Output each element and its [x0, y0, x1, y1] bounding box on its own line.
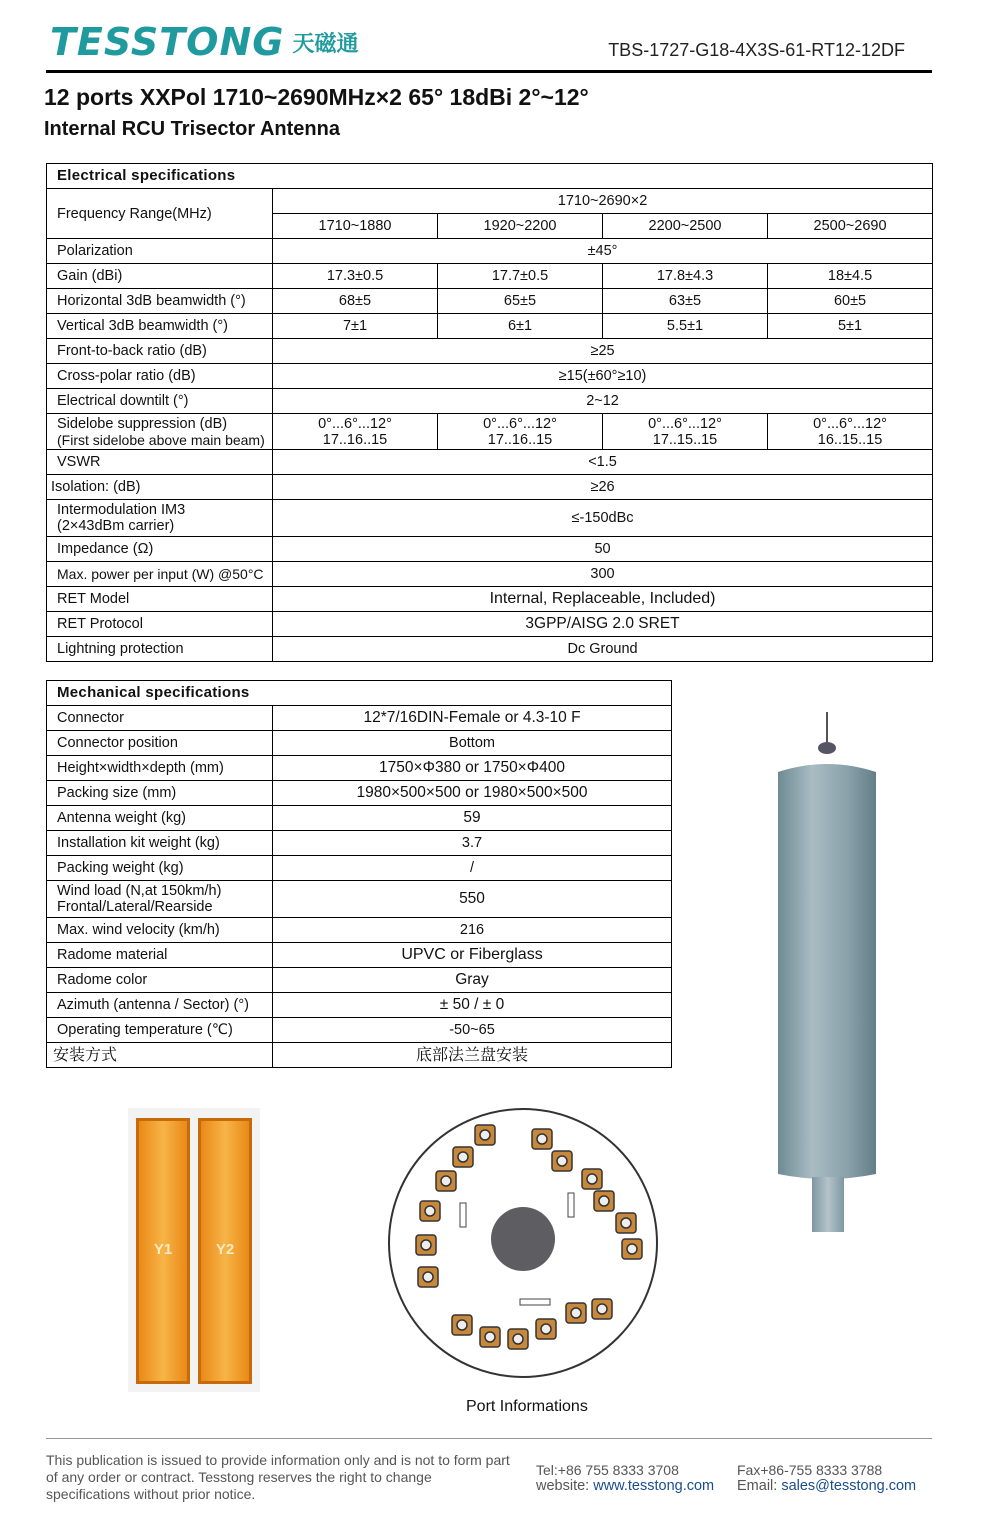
table-row	[47, 500, 933, 537]
product-subtitle: Internal RCU Trisector Antenna	[44, 118, 340, 140]
row-label: Operating temperature (℃)	[47, 1018, 273, 1043]
row-label: Radome material	[47, 943, 273, 968]
table-row	[47, 289, 933, 314]
cell-value: 60±5	[768, 289, 933, 314]
tilt-range: 0°...6°...12°	[483, 415, 557, 432]
sidelobe-values: 17..15..15	[652, 431, 718, 448]
cell-value: ≥25	[273, 339, 933, 364]
cell-value: ≥15(±60°≥10)	[273, 364, 933, 389]
table-row	[47, 1018, 672, 1043]
footer-disclaimer: This publication is issued to provide information only and is not to form part of any order or contract. Tesstong reserves the right to change specifications without prior notice.	[46, 1452, 510, 1502]
antenna-element-panel-image	[128, 1108, 260, 1392]
band-header: 1920~2200	[438, 214, 603, 239]
cell-value: Internal, Replaceable, Included)	[273, 587, 933, 612]
row-label-line: Frontal/Lateral/Rearside	[57, 899, 213, 915]
band-header: 1710~1880	[273, 214, 438, 239]
cell-value: 3.7	[273, 831, 672, 856]
row-label: RET Protocol	[47, 612, 273, 637]
cell-value: 1980×500×500 or 1980×500×500	[273, 781, 672, 806]
table-row	[47, 587, 933, 612]
cell-value: 12*7/16DIN-Female or 4.3-10 F	[273, 706, 672, 731]
row-label: Gain (dBi)	[47, 264, 273, 289]
cell-value: 216	[273, 918, 672, 943]
cell-value: Bottom	[273, 731, 672, 756]
band-header: 2500~2690	[768, 214, 933, 239]
row-label: Azimuth (antenna / Sector) (°)	[47, 993, 273, 1018]
cell-value: 59	[273, 806, 672, 831]
header-divider	[46, 70, 932, 73]
cell-value: 68±5	[273, 289, 438, 314]
table-row	[47, 993, 672, 1018]
cell-value: 63±5	[603, 289, 768, 314]
row-label: Packing size (mm)	[47, 781, 273, 806]
table-row	[47, 189, 933, 214]
row-label: Packing weight (kg)	[47, 856, 273, 881]
cell-value	[768, 414, 933, 450]
cell-value: Dc Ground	[273, 637, 933, 662]
table-row	[47, 562, 933, 587]
cell-value: 5±1	[768, 314, 933, 339]
logo-text: TESSTONG	[50, 20, 285, 64]
cell-value: <1.5	[273, 450, 933, 475]
row-label: Vertical 3dB beamwidth (°)	[47, 314, 273, 339]
table-row	[47, 612, 933, 637]
row-label-line: Wind load (N,at 150km/h)	[57, 883, 222, 899]
cell-value: 1710~2690×2	[273, 189, 933, 214]
cell-value	[603, 414, 768, 450]
cell-value: 18±4.5	[768, 264, 933, 289]
row-label: Frequency Range(MHz)	[47, 189, 273, 239]
table-row	[47, 450, 933, 475]
row-label: Cross-polar ratio (dB)	[47, 364, 273, 389]
row-label: VSWR	[47, 450, 273, 475]
row-label: Height×width×depth (mm)	[47, 756, 273, 781]
sidelobe-values: 17..16..15	[322, 431, 388, 448]
row-label: Isolation: (dB)	[47, 475, 273, 500]
model-number: TBS-1727-G18-4X3S-61-RT12-12DF	[608, 40, 905, 60]
footer-email	[737, 1478, 916, 1494]
footer-telephone: Tel:+86 755 8333 3708	[536, 1462, 679, 1478]
row-label: Max. power per input (W) @50°C	[47, 562, 273, 587]
tilt-range: 0°...6°...12°	[813, 415, 887, 432]
cell-value: 底部法兰盘安装	[273, 1043, 672, 1068]
band-header: 2200~2500	[603, 214, 768, 239]
brand-logo	[50, 22, 359, 62]
table-row	[47, 637, 933, 662]
footer-website	[536, 1478, 714, 1494]
table-row	[47, 314, 933, 339]
table-row	[47, 414, 933, 450]
row-label: Max. wind velocity (km/h)	[47, 918, 273, 943]
sidelobe-values: 17..16..15	[487, 431, 553, 448]
table-row	[47, 968, 672, 993]
row-label-line: (First sidelobe above main beam)	[57, 431, 265, 448]
row-label: Impedance (Ω)	[47, 537, 273, 562]
table-row	[47, 943, 672, 968]
cell-value: ≥26	[273, 475, 933, 500]
row-label: Installation kit weight (kg)	[47, 831, 273, 856]
tilt-range: 0°...6°...12°	[318, 415, 392, 432]
antenna-radome-image	[770, 712, 900, 1232]
cell-value: 6±1	[438, 314, 603, 339]
electrical-specs-table	[46, 163, 933, 662]
table-row	[47, 756, 672, 781]
row-label	[47, 414, 273, 450]
section-title: Electrical specifications	[47, 164, 933, 189]
footer-fax: Fax+86-755 8333 3788	[737, 1462, 883, 1478]
row-label: Connector	[47, 706, 273, 731]
y2-label: Y2	[215, 1241, 235, 1258]
table-row	[47, 1043, 672, 1068]
cell-value: ≤-150dBc	[273, 500, 933, 537]
row-label: Horizontal 3dB beamwidth (°)	[47, 289, 273, 314]
cell-value: 2~12	[273, 389, 933, 414]
row-label	[47, 500, 273, 537]
cell-value: UPVC or Fiberglass	[273, 943, 672, 968]
row-label: Front-to-back ratio (dB)	[47, 339, 273, 364]
cell-value: 1750×Φ380 or 1750×Φ400	[273, 756, 672, 781]
table-row	[47, 537, 933, 562]
cell-value: 5.5±1	[603, 314, 768, 339]
row-label-line: Intermodulation IM3	[57, 502, 186, 518]
table-row	[47, 831, 672, 856]
email-link[interactable]: sales@tesstong.com	[781, 1478, 917, 1494]
cell-value: 17.8±4.3	[603, 264, 768, 289]
table-row	[47, 731, 672, 756]
row-label: Antenna weight (kg)	[47, 806, 273, 831]
website-link[interactable]: www.tesstong.com	[593, 1478, 715, 1494]
table-row	[47, 806, 672, 831]
table-row	[47, 918, 672, 943]
row-label: Connector position	[47, 731, 273, 756]
cell-value: ±45°	[273, 239, 933, 264]
sidelobe-values: 16..15..15	[817, 431, 883, 448]
cell-value: 65±5	[438, 289, 603, 314]
port-info-caption: Port Informations	[466, 1398, 588, 1415]
product-title: 12 ports XXPol 1710~2690MHz×2 65° 18dBi 2°~12°	[44, 84, 589, 110]
table-row	[47, 364, 933, 389]
cell-value: 17.3±0.5	[273, 264, 438, 289]
row-label: RET Model	[47, 587, 273, 612]
row-label: Radome color	[47, 968, 273, 993]
port-layout-diagram	[380, 1105, 666, 1381]
logo-chinese-text: 天磁通	[292, 32, 359, 57]
table-row	[47, 239, 933, 264]
row-label: Electrical downtilt (°)	[47, 389, 273, 414]
cell-value: Gray	[273, 968, 672, 993]
table-row	[47, 856, 672, 881]
cell-value	[273, 414, 438, 450]
cell-value	[438, 414, 603, 450]
table-row	[47, 681, 672, 706]
email-label: Email:	[737, 1478, 778, 1494]
table-row	[47, 781, 672, 806]
cell-value: /	[273, 856, 672, 881]
row-label	[47, 881, 273, 918]
table-row	[47, 475, 933, 500]
table-row	[47, 339, 933, 364]
mechanical-specs-table	[46, 680, 672, 1068]
y1-label: Y1	[153, 1241, 173, 1258]
cell-value: 7±1	[273, 314, 438, 339]
website-label: website:	[536, 1478, 590, 1494]
row-label-line: (2×43dBm carrier)	[57, 518, 175, 534]
tilt-range: 0°...6°...12°	[648, 415, 722, 432]
table-row	[47, 164, 933, 189]
row-label-line: Sidelobe suppression (dB)	[57, 415, 228, 432]
row-label: Polarization	[47, 239, 273, 264]
cell-value: 3GPP/AISG 2.0 SRET	[273, 612, 933, 637]
cell-value: 300	[273, 562, 933, 587]
footer-divider	[46, 1438, 932, 1439]
cell-value: 17.7±0.5	[438, 264, 603, 289]
cell-value: 50	[273, 537, 933, 562]
row-label: Lightning protection	[47, 637, 273, 662]
row-label: 安装方式	[47, 1043, 273, 1068]
cell-value: 550	[273, 881, 672, 918]
table-row	[47, 389, 933, 414]
table-row	[47, 264, 933, 289]
cell-value: ± 50 / ± 0	[273, 993, 672, 1018]
cell-value: -50~65	[273, 1018, 672, 1043]
table-row	[47, 706, 672, 731]
section-title: Mechanical specifications	[47, 681, 672, 706]
table-row	[47, 881, 672, 918]
